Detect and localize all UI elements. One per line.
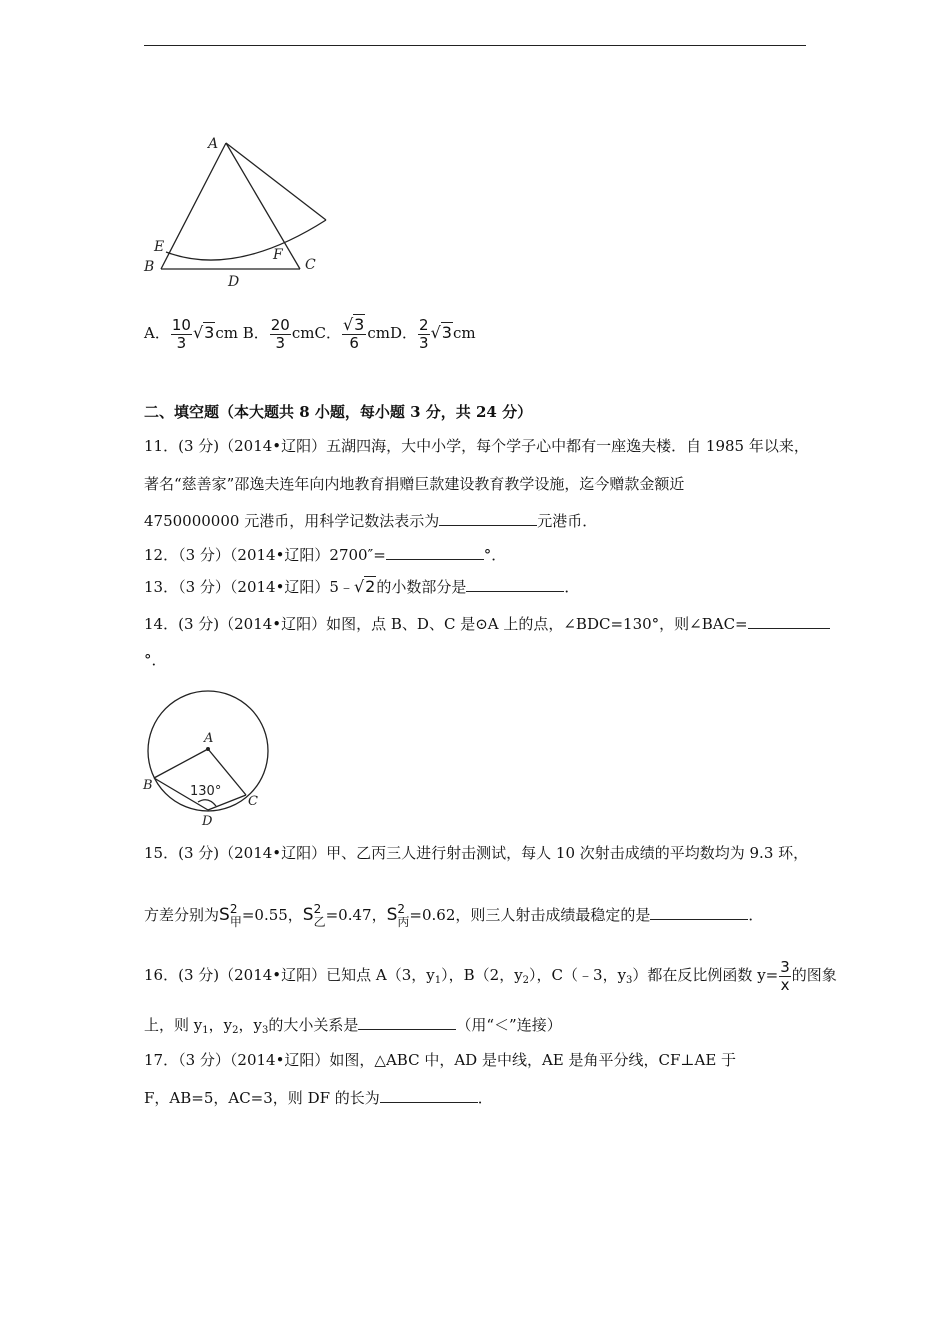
variance-bing-value: =0.62，则三人射击成绩最稳定的是 (409, 906, 651, 924)
q11-answer-blank[interactable] (439, 511, 537, 526)
q13-after: 的小数部分是 (376, 578, 467, 596)
label-c: C (248, 794, 258, 809)
q15-answer-blank[interactable] (650, 905, 748, 920)
q17-answer-blank[interactable] (380, 1088, 478, 1103)
variance-yi-symbol: S (302, 905, 314, 925)
q11-line1: 11．(3 分)（2014•辽阳）五湖四海，大中小学，每个学子心中都有一座逸夫楼．自 1985 年以来， (144, 437, 809, 455)
section-heading: 二、填空题（本大题共 8 小题，每小题 3 分，共 24 分） (144, 403, 533, 421)
variance-yi-scripts: 2 乙 (313, 902, 326, 929)
option-d-unit: cm (452, 324, 476, 342)
label-f: F (273, 247, 283, 263)
q16-sub1: 1 (434, 975, 442, 986)
option-a-sqrt: √3 (192, 323, 215, 342)
option-b-unit: cm (291, 324, 315, 342)
q11-line2: 著名“慈善家”邵逸夫连年向内地教育捐赠巨款建设教育教学设施，迄今赠款金额近 (144, 475, 685, 493)
variance-jia-symbol: S (219, 905, 230, 925)
q13-sqrt: √2 (353, 577, 376, 596)
q16-text-e: 的图象 (791, 966, 837, 984)
q13-answer-blank[interactable] (466, 577, 564, 592)
q13-end: ． (564, 578, 580, 596)
circle-figure (140, 685, 275, 830)
segment-ac (226, 143, 300, 269)
segment-ab (154, 749, 208, 778)
q16-text-d: ）都在反比例函数 y= (632, 966, 779, 984)
q16-l2-text-c: ，y (238, 1016, 262, 1034)
q12-line (144, 545, 506, 565)
q14-line2: °． (144, 651, 167, 669)
option-d-sqrt: √3 (430, 323, 452, 342)
q11-text: 4750000000 元港币，用科学记数法表示为 (144, 512, 440, 530)
sector-arc (166, 220, 326, 260)
q16-l2-sub1: 1 (202, 1025, 209, 1036)
label-c: C (305, 257, 316, 273)
q16-l2-text-d: 的大小关系是 (268, 1016, 359, 1034)
variance-bing-scripts: 2 丙 (397, 902, 410, 929)
answer-options (144, 313, 476, 353)
angle-label: 130° (190, 784, 222, 799)
q11-end: 元港币． (537, 512, 598, 530)
q16-text-b: ），B（2，y (441, 966, 523, 984)
header-rule (144, 45, 806, 46)
q16-line1 (144, 955, 837, 1001)
center-dot (206, 747, 210, 751)
variance-bing-symbol: S (386, 905, 398, 925)
q15-end: ． (748, 906, 764, 924)
q16-text-a: 16．(3 分)（2014•辽阳）已知点 A（3，y (144, 966, 435, 984)
label-b: B (144, 259, 155, 275)
option-b-label: B． (242, 324, 269, 342)
q16-l2-text-b: ，y (208, 1016, 233, 1034)
q11-line3 (144, 511, 597, 531)
q16-sub2: 2 (522, 975, 530, 986)
q15-line2 (144, 898, 763, 932)
label-d: D (228, 274, 240, 290)
q16-fraction: $\frac{3}{x}$ (780, 957, 790, 994)
option-a-label: A． (144, 324, 170, 342)
q17-text: F，AB=5，AC=3，则 DF 的长为 (144, 1089, 380, 1107)
segment-ab (161, 143, 226, 269)
q16-answer-blank[interactable] (358, 1015, 456, 1030)
q13-line (144, 577, 579, 597)
option-c-unit: cm (367, 324, 390, 342)
q16-l2-sub2: 2 (232, 1025, 239, 1036)
q15-line1: 15．(3 分)（2014•辽阳）甲、乙丙三人进行射击测试，每人 10 次射击成绩的平均数均为 9.3 环， (144, 844, 809, 862)
sector-radius (226, 143, 326, 220)
q13-text: 13．（3 分）（2014•辽阳）5﹣ (144, 578, 354, 596)
q17-line1: 17．（3 分）（2014•辽阳）如图，△ABC 中，AD 是中线，AE 是角平分线，CF⊥AE 于 (144, 1051, 737, 1069)
q17-line2 (144, 1088, 493, 1108)
variance-yi-value: =0.47， (325, 906, 387, 924)
option-a-fraction: $\frac{10}{3}$ (171, 315, 191, 352)
label-b: B (143, 778, 153, 793)
q12-end: °． (483, 546, 507, 564)
q14-text: 14．(3 分)（2014•辽阳）如图，点 B、D、C 是⊙A 上的点，∠BDC=130°，则∠BAC= (144, 615, 748, 633)
option-c-fraction: $\frac{√3}{6}$ (342, 315, 365, 352)
sector-triangle-figure (140, 130, 340, 290)
option-b-fraction: $\frac{20}{3}$ (270, 315, 290, 352)
q17-end: ． (477, 1089, 493, 1107)
q14-answer-blank[interactable] (748, 614, 830, 629)
label-d: D (202, 814, 213, 829)
q16-l2-text-e: （用“＜”连接） (456, 1016, 562, 1034)
label-a: A (208, 136, 219, 152)
q12-answer-blank[interactable] (386, 545, 484, 560)
q16-l2-sub3: 3 (261, 1025, 269, 1036)
q14-line1 (144, 614, 830, 634)
q16-line2 (144, 1015, 562, 1041)
option-d-label: D． (389, 324, 418, 342)
variance-jia-scripts: 2 甲 (229, 902, 242, 929)
variance-jia-value: =0.55， (241, 906, 303, 924)
q16-l2-text-a: 上，则 y (144, 1016, 203, 1034)
q12-text: 12．（3 分）（2014•辽阳）2700″= (144, 546, 386, 564)
option-c-label: C． (314, 324, 341, 342)
q15-prefix: 方差分别为 (144, 906, 220, 924)
label-e: E (154, 239, 165, 255)
q16-text-c: ），C（﹣3，y (529, 966, 627, 984)
option-a-unit: cm (215, 324, 238, 342)
option-d-fraction: $\frac{2}{3}$ (419, 315, 429, 352)
label-a: A (204, 731, 214, 746)
q16-sub3: 3 (626, 975, 633, 986)
